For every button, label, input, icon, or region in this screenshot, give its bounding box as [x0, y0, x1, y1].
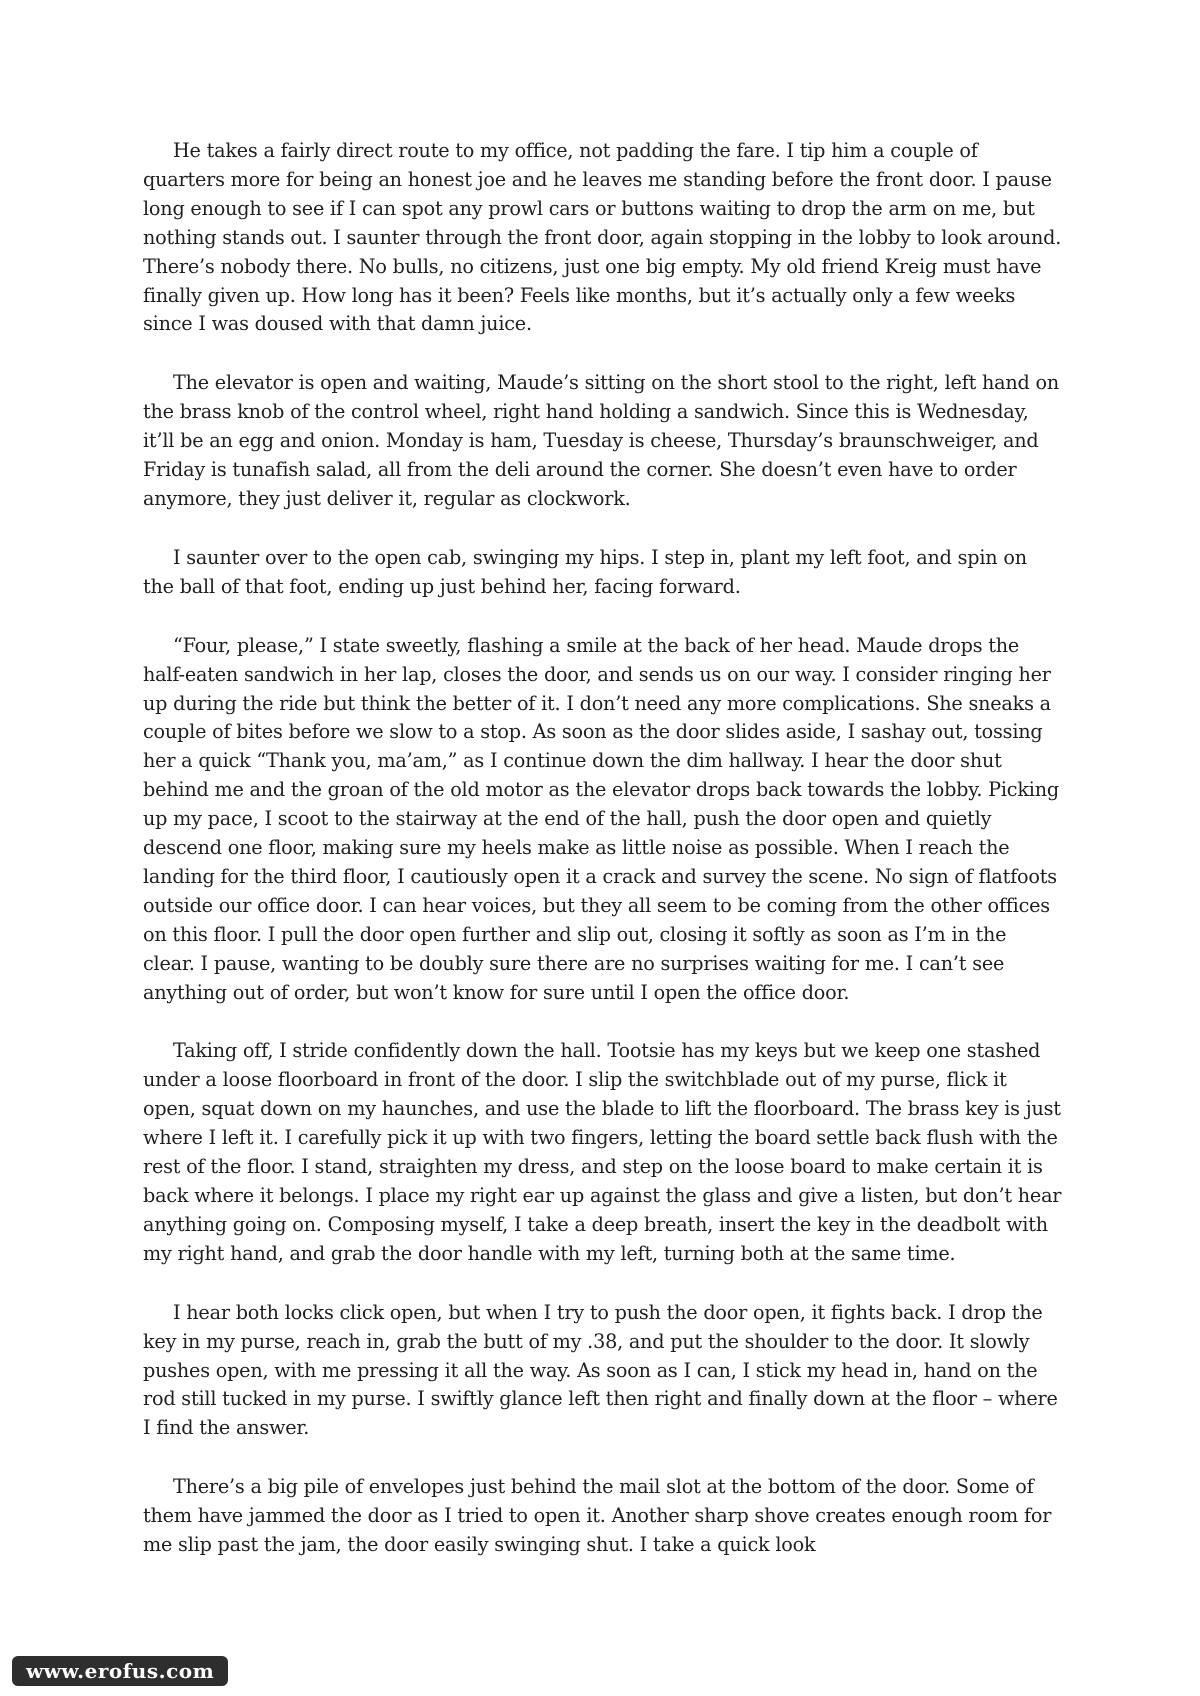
- page-body: [143, 137, 1063, 1590]
- paragraph: He takes a fairly direct route to my office, not padding the fare. I tip him a couple of quarters more for being an honest joe and he leaves me standing before the front door. I pause long enough to see if I can spot any prowl cars or buttons waiting to drop the arm on me, but nothing stands out. I saunter through the front door, again stopping in the lobby to look around. There’s nobody there. No bulls, no citizens, just one big empty. My old friend Kreig must have finally given up. How long has it been? Feels like months, but it’s actually only a few weeks since I was doused with that damn juice.: [143, 139, 1062, 336]
- paragraph: I saunter over to the open cab, swinging my hips. I step in, plant my left foot, and spin on the ball of that foot, ending up just behind her, facing forward.: [143, 545, 1027, 598]
- site-watermark: www.erofus.com: [12, 1656, 228, 1686]
- paragraph: Taking off, I stride confidently down the hall. Tootsie has my keys but we keep one stashed under a loose floorboard in front of the door. I slip the switchblade out of my purse, flick it open, squat down on my haunches, and use the blade to lift the floorboard. The brass key is just where I left it. I carefully pick it up with two fingers, letting the board settle back flush with the rest of the floor. I stand, straighten my dress, and step on the loose board to make certain it is back where it belongs. I place my right ear up against the glass and give a listen, but don’t hear anything going on. Composing myself, I take a deep breath, insert the key in the deadbolt with my right hand, and grab the door handle with my left, turning both at the same time.: [143, 1039, 1062, 1265]
- paragraph: The elevator is open and waiting, Maude’s sitting on the short stool to the right, left hand on the brass knob of the control wheel, right hand holding a sandwich. Since this is Wednesday, it’ll be an egg and onion. Monday is ham, Tuesday is cheese, Thursday’s braunschweiger, and Friday is tunafish salad, all from the deli around the corner. She doesn’t even have to order anymore, they just deliver it, regular as clockwork.: [143, 371, 1060, 510]
- paragraph: There’s a big pile of envelopes just behind the mail slot at the bottom of the door. Some of them have jammed the door as I tried to open it. Another sharp shove creates enough room for me slip past the jam, the door easily swinging shut. I take a quick look: [143, 1475, 1052, 1557]
- paragraph: “Four, please,” I state sweetly, flashing a smile at the back of her head. Maude drops the half-eaten sandwich in her lap, closes the door, and sends us on our way. I consider ringing her up during the ride but think the better of it. I don’t need any more complications. She sneaks a couple of bites before we slow to a stop. As soon as the door slides aside, I sashay out, tossing her a quick “Thank you, ma’am,” as I continue down the dim hallway. I hear the door shut behind me and the groan of the old motor as the elevator drops back towards the lobby. Picking up my pace, I scoot to the stairway at the end of the hall, push the door open and quietly descend one floor, making sure my heels make as little noise as possible. When I reach the landing for the third floor, I cautiously open it a crack and survey the scene. No sign of flatfoots outside our office door. I can hear voices, but they all seem to be coming from the other offices on this floor. I pull the door open further and slip out, closing it softly as soon as I’m in the clear. I pause, wanting to be doubly sure there are no surprises waiting for me. I can’t see anything out of order, but won’t know for sure until I open the office door.: [143, 633, 1059, 1004]
- paragraph: I hear both locks click open, but when I try to push the door open, it fights back. I drop the key in my purse, reach in, grab the butt of my .38, and put the shoulder to the door. It slowly pushes open, with me pressing it all the way. As soon as I can, I stick my head in, hand on the rod still tucked in my purse. I swiftly glance left then right and finally down at the floor – where I find the answer.: [143, 1300, 1058, 1440]
